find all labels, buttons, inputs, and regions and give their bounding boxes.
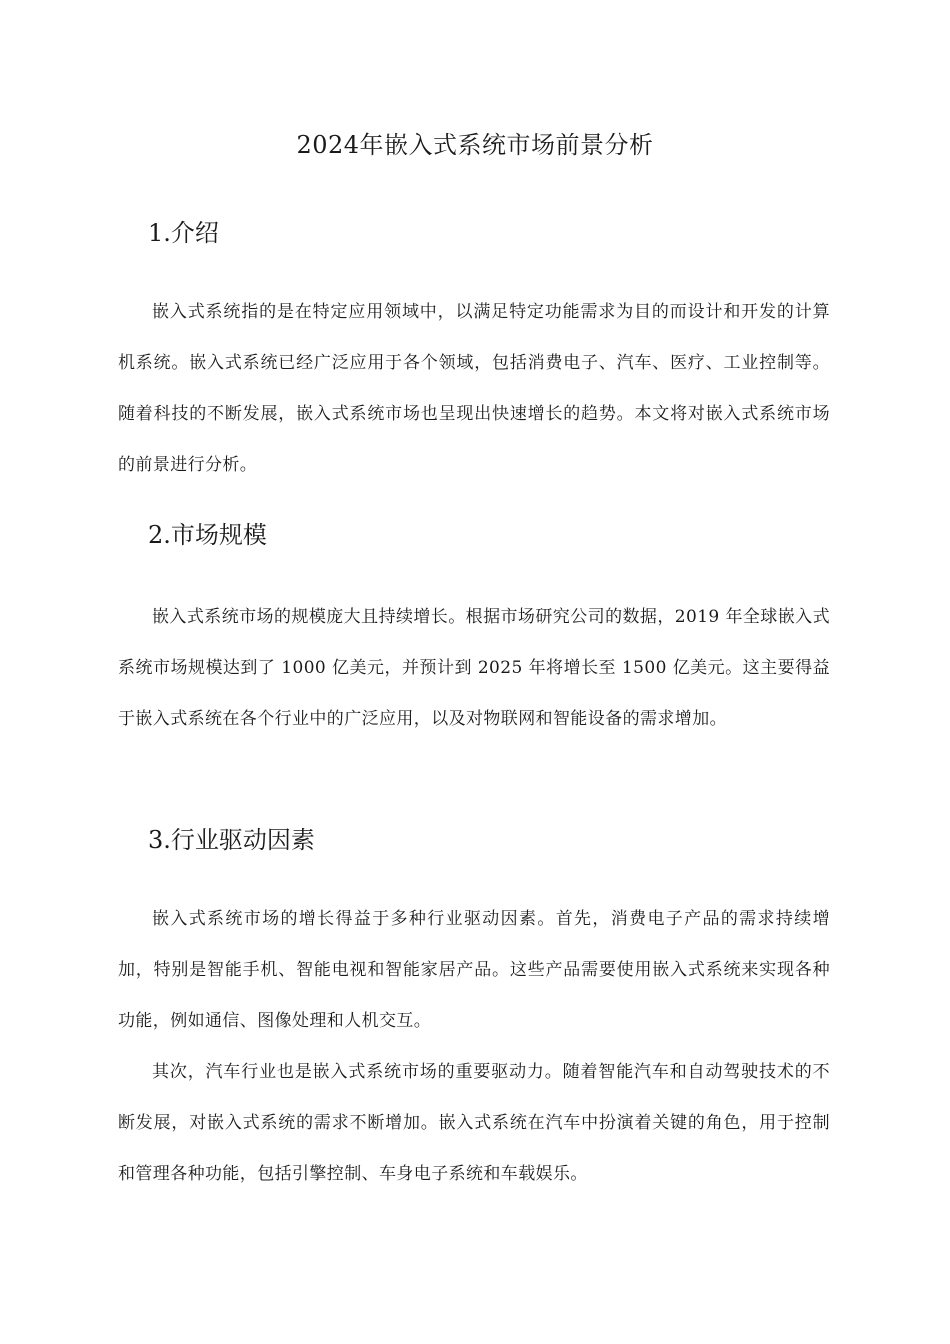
section-paragraph: 嵌入式系统指的是在特定应用领域中，以满足特定功能需求为目的而设计和开发的计算机系统。嵌入式系统已经广泛应用于各个领域，包括消费电子、汽车、医疗、工业控制等。随着科技的不断发展，嵌入式系统市场也呈现出快速增长的趋势。本文将对嵌入式系统市场的前景进行分析。 [118,302,830,475]
document-title: 2024年嵌入式系统市场前景分析 [296,131,654,159]
section-heading-introduction: 1.介绍 [148,219,219,247]
section-paragraph: 嵌入式系统市场的增长得益于多种行业驱动因素。首先，消费电子产品的需求持续增加，特别是智能手机、智能电视和智能家居产品。这些产品需要使用嵌入式系统来实现各种功能，例如通信、图像处理和人机交互。 [118,909,830,1031]
section-paragraph: 其次，汽车行业也是嵌入式系统市场的重要驱动力。随着智能汽车和自动驾驶技术的不断发展，对嵌入式系统的需求不断增加。嵌入式系统在汽车中扮演着关键的角色，用于控制和管理各种功能，包括引擎控制、车身电子系统和车载娱乐。 [118,1062,830,1184]
section-paragraph: 嵌入式系统市场的规模庞大且持续增长。根据市场研究公司的数据，2019 年全球嵌入式系统市场规模达到了 1000 亿美元，并预计到 2025 年将增长至 1500 亿美元。这主要得益于嵌入式系统在各个行业中的广泛应用，以及对物联网和智能设备的需求增加。 [118,607,830,729]
section-heading-market-size: 2.市场规模 [148,521,267,549]
section-heading-industry-drivers: 3.行业驱动因素 [148,826,315,854]
